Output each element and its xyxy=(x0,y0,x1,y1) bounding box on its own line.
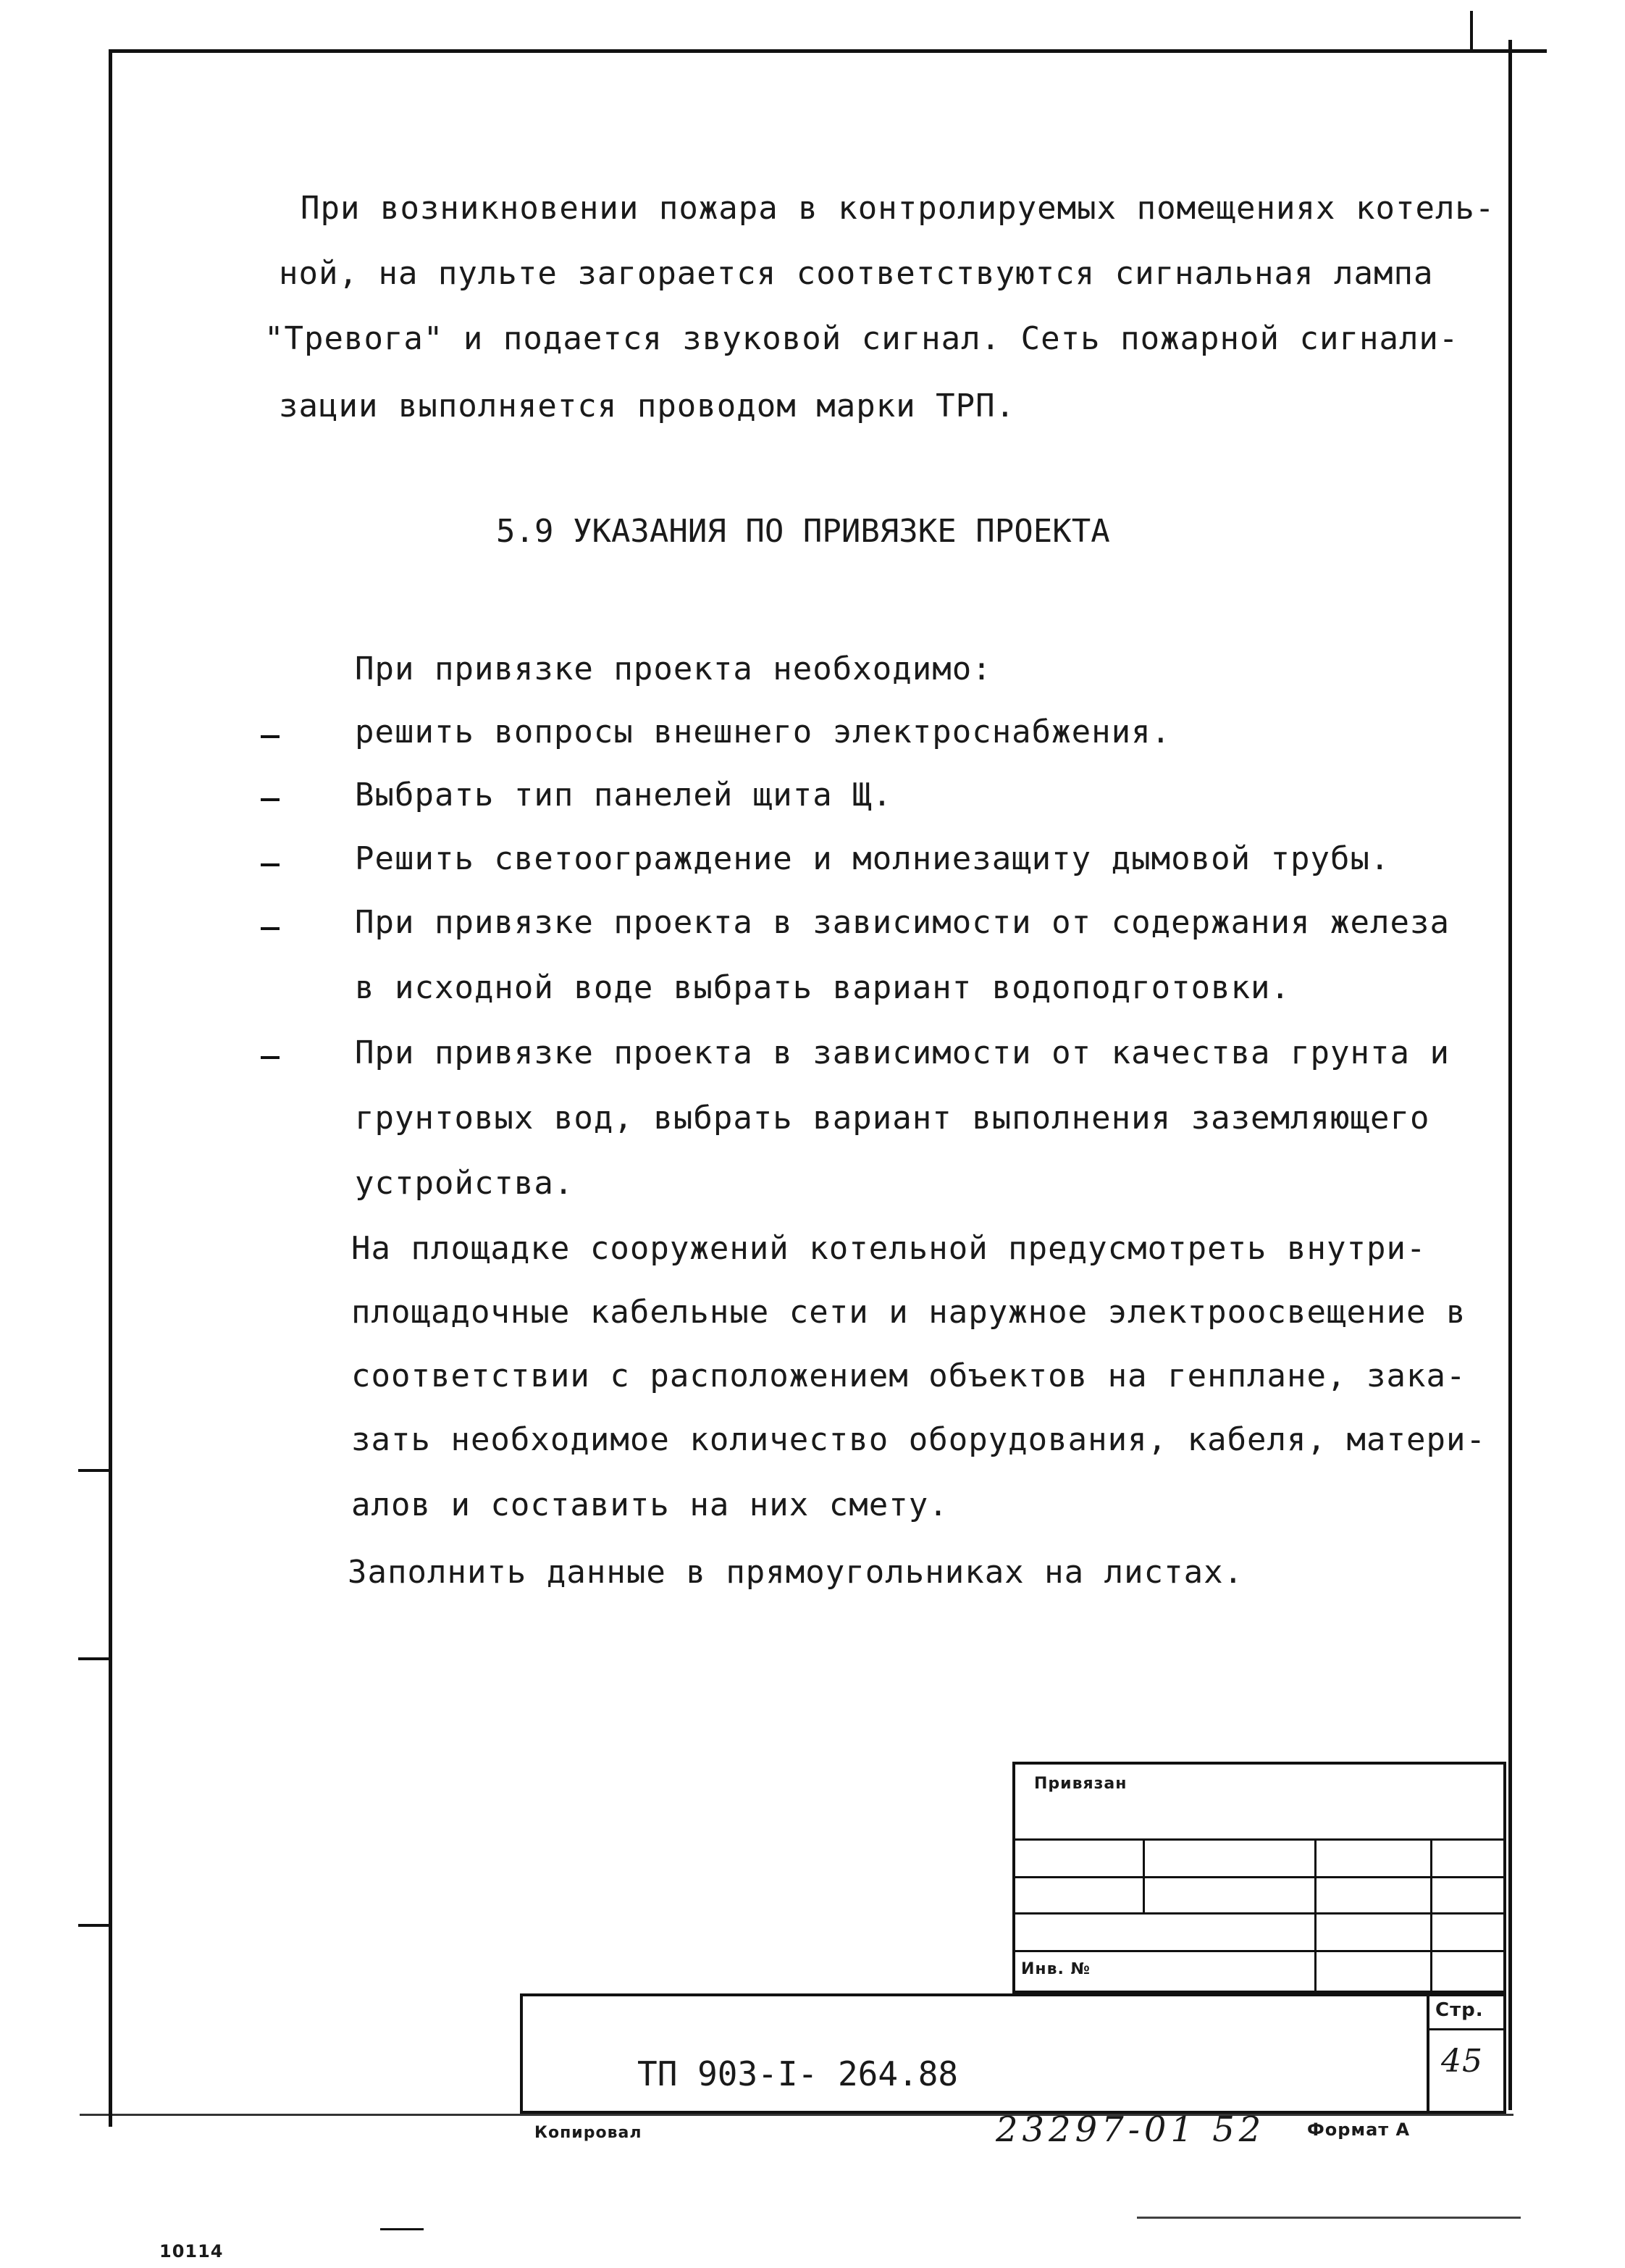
doc-code: ТП 903-I- 264.88 xyxy=(637,2054,959,2093)
paragraph-line: зации выполняется проводом марки ТРП. xyxy=(279,388,1016,424)
paragraph-line: На площадке сооружений котельной предусмотреть внутри- xyxy=(351,1230,1427,1267)
list-item: решить вопросы внешнего электроснабжения. xyxy=(355,714,1172,750)
paragraph-line: ной, на пульте загорается соответствуются сигнальная лампа xyxy=(279,255,1434,292)
privyazan-label: Привязан xyxy=(1034,1775,1128,1793)
footer-rule xyxy=(1137,2217,1521,2219)
list-item: Решить светоограждение и молниезащиту дымовой трубы. xyxy=(355,840,1390,877)
inv-label: Инв. № xyxy=(1021,1960,1091,1978)
final-line: Заполнить данные в прямоугольниках на листах. xyxy=(348,1554,1244,1591)
stamp-col-line xyxy=(1143,1838,1145,1914)
page-row-line xyxy=(1427,2028,1506,2030)
list-item-continuation: в исходной воде выбрать вариант водоподготовки. xyxy=(355,969,1291,1006)
frame-left xyxy=(109,49,112,2127)
title-block xyxy=(520,1993,1506,2114)
margin-tick xyxy=(78,1657,112,1660)
list-item-continuation: устройства. xyxy=(355,1165,574,1202)
list-bullet xyxy=(261,798,280,801)
instructions-intro: При привязке проекта необходимо: xyxy=(355,650,992,687)
list-item-continuation: грунтовых вод, выбрать вариант выполнения заземляющего xyxy=(355,1100,1430,1137)
page-number: 45 xyxy=(1441,2043,1483,2080)
list-item: Выбрать тип панелей щита Щ. xyxy=(355,777,893,813)
list-item: При привязке проекта в зависимости от содержания железа xyxy=(355,904,1450,941)
list-bullet xyxy=(261,735,280,738)
page-col-line xyxy=(1427,1993,1429,2114)
paragraph-line: При возникновении пожара в контролируемых помещениях котель- xyxy=(301,190,1495,227)
paragraph-line: зать необходимое количество оборудования, кабеля, матери- xyxy=(351,1421,1486,1458)
margin-tick xyxy=(78,1924,112,1927)
paragraph-line: "Тревога" и подается звуковой сигнал. Сеть пожарной сигнали- xyxy=(264,320,1459,357)
footer-dash xyxy=(380,2228,424,2230)
list-bullet xyxy=(261,927,280,930)
list-bullet xyxy=(261,1056,280,1059)
frame-top xyxy=(109,49,1547,53)
paragraph-line: соответствии с расположением объектов на генплане, зака- xyxy=(351,1357,1466,1394)
paragraph-line: площадочные кабельные сети и наружное электроосвещение в xyxy=(351,1294,1466,1331)
stamp-col-line xyxy=(1314,1838,1317,1993)
page-label: Стр. xyxy=(1435,1999,1484,2021)
list-bullet xyxy=(261,863,280,866)
section-title: 5.9 УКАЗАНИЯ ПО ПРИВЯЗКЕ ПРОЕКТА xyxy=(496,513,1110,550)
frame-bottom xyxy=(80,2114,1513,2116)
stamp-col-line xyxy=(1430,1838,1432,1993)
margin-tick xyxy=(78,1469,112,1472)
copied-label: Копировал xyxy=(534,2124,642,2142)
corner-number: 10114 xyxy=(159,2241,224,2261)
frame-right xyxy=(1508,40,1512,2110)
frame-top-tick xyxy=(1470,11,1473,53)
handwritten-code: 23297-01 52 xyxy=(996,2109,1266,2150)
list-item: При привязке проекта в зависимости от качества грунта и xyxy=(355,1034,1450,1071)
paragraph-line: алов и составить на них смету. xyxy=(351,1486,949,1523)
format-label: Формат А xyxy=(1307,2120,1411,2140)
